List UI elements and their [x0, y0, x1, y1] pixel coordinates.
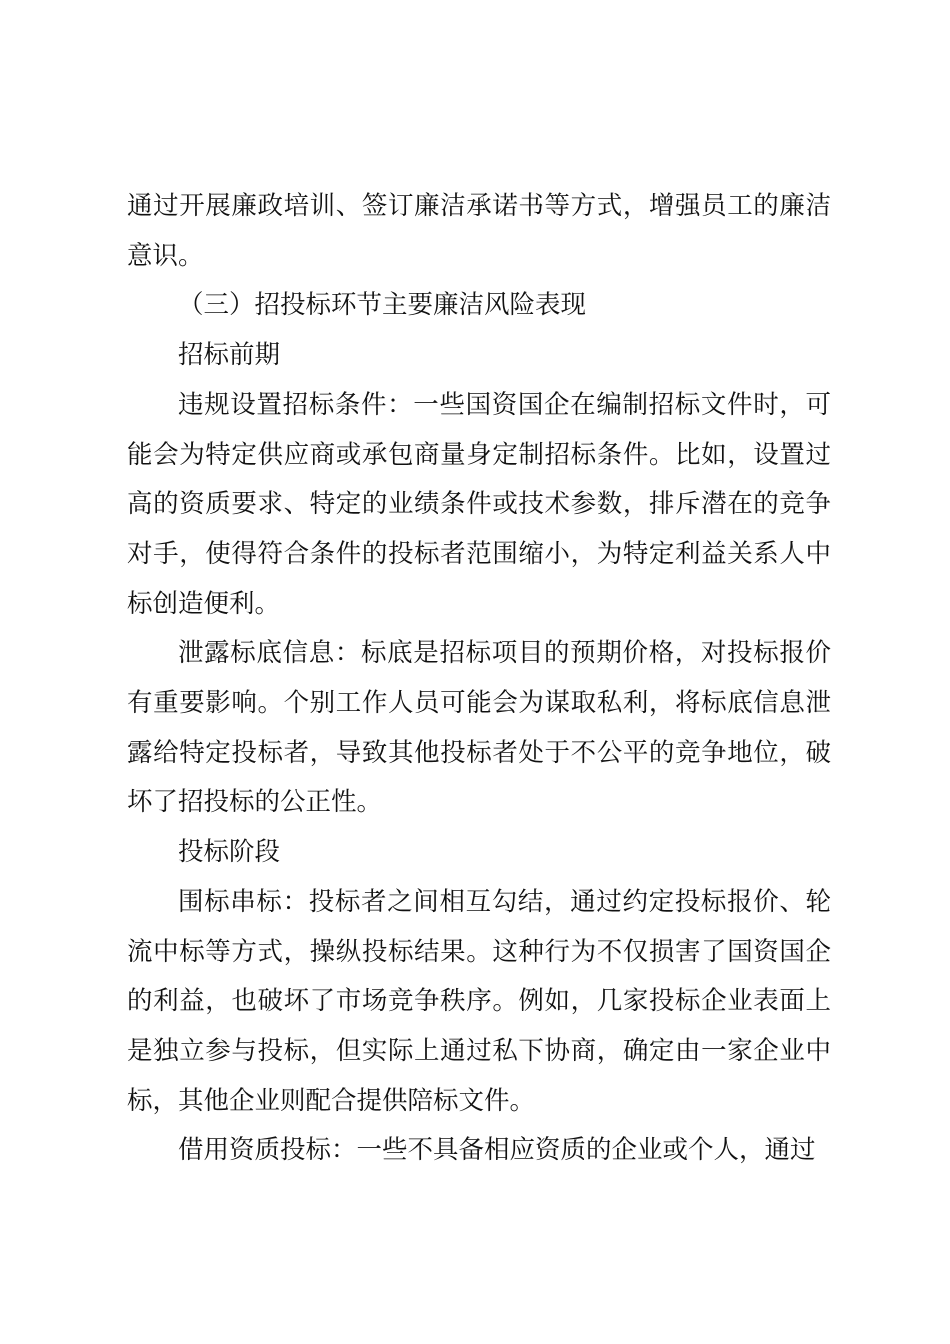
- paragraph-borrowed-qualification: 借用资质投标：一些不具备相应资质的企业或个人，通过: [178, 1135, 816, 1166]
- paragraph-continuation: 通过开展廉政培训、签订廉洁承诺书等方式，增强员工的廉洁意识。: [127, 191, 831, 271]
- section-heading: （三）招投标环节主要廉洁风险表现: [178, 290, 587, 321]
- subheading-bidding-stage: 投标阶段: [178, 837, 281, 868]
- paragraph-collusive-bidding: 围标串标：投标者之间相互勾结，通过约定投标报价、轮流中标等方式，操纵投标结果。这种行为不仅损害了国资国企的利益，也破坏了市场竞争秩序。例如，几家投标企业表面上是独立参与投标，但实际上通过私下协商，确定由一家企业中标，其他企业则配合提供陪标文件。: [127, 886, 831, 1116]
- document-body: [127, 182, 831, 1176]
- paragraph-bid-base-leak: 泄露标底信息：标底是招标项目的预期价格，对投标报价有重要影响。个别工作人员可能会为谋取私利，将标底信息泄露给特定投标者，导致其他投标者处于不公平的竞争地位，破坏了招投标的公正性。: [127, 638, 831, 818]
- subheading-bidding-preparation: 招标前期: [178, 340, 281, 371]
- paragraph-bidding-conditions: 违规设置招标条件：一些国资国企在编制招标文件时，可能会为特定供应商或承包商量身定制招标条件。比如，设置过高的资质要求、特定的业绩条件或技术参数，排斥潜在的竞争对手，使得符合条件的投标者范围缩小，为特定利益关系人中标创造便利。: [127, 389, 831, 619]
